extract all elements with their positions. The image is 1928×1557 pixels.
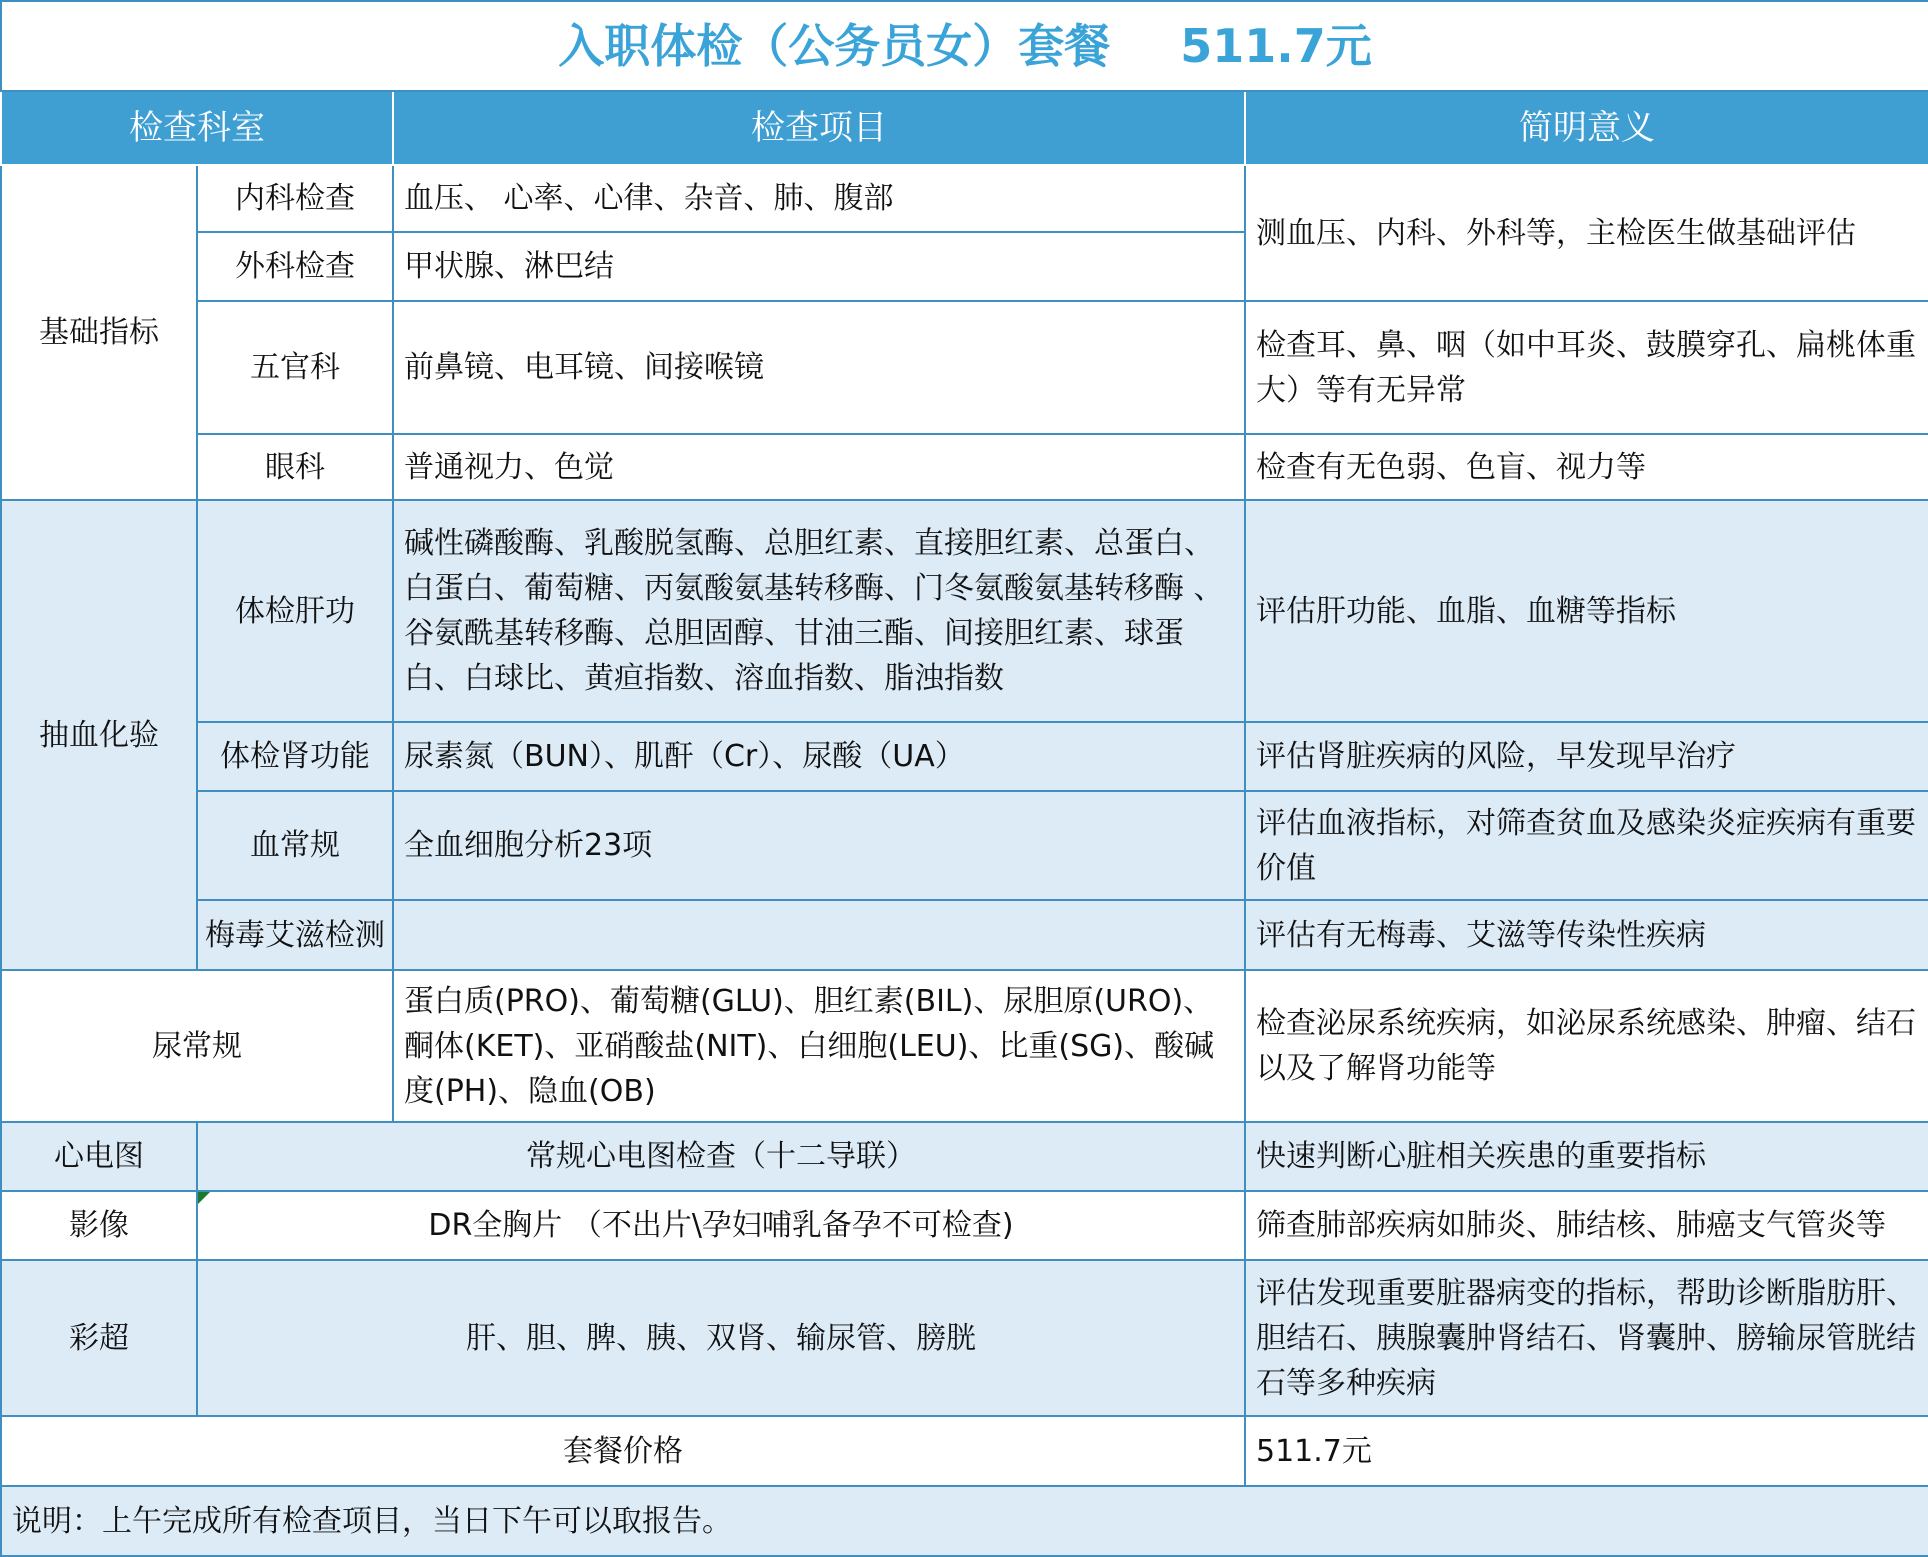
dept-cbc: 血常规 [197, 791, 393, 900]
table-row [1, 434, 1928, 500]
dept-surgery: 外科检查 [197, 232, 393, 301]
items-kidney: 尿素氮（BUN）、肌酐（Cr）、尿酸（UA） [393, 722, 1245, 791]
table-row [1, 165, 1928, 232]
items-internal: 血压、 心率、心律、杂音、肺、腹部 [393, 165, 1245, 232]
table-row [1, 500, 1928, 722]
table-row [1, 1191, 1928, 1260]
dept-kidney: 体检肾功能 [197, 722, 393, 791]
dept-eye: 眼科 [197, 434, 393, 500]
table-row [1, 900, 1928, 970]
items-ent: 前鼻镜、电耳镜、间接喉镜 [393, 301, 1245, 434]
group-ecg: 心电图 [1, 1122, 197, 1191]
items-surgery: 甲状腺、淋巴结 [393, 232, 1245, 301]
dept-ent: 五官科 [197, 301, 393, 434]
meaning-cbc: 评估血液指标，对筛查贫血及感染炎症疾病有重要价值 [1245, 791, 1928, 900]
group-imaging: 影像 [1, 1191, 197, 1260]
table-row [1, 1122, 1928, 1191]
group-ultrasound: 彩超 [1, 1260, 197, 1416]
items-cbc: 全血细胞分析23项 [393, 791, 1245, 900]
dept-syphilis: 梅毒艾滋检测 [197, 900, 393, 970]
dept-internal: 内科检查 [197, 165, 393, 232]
table-row [1, 722, 1928, 791]
header-meaning: 简明意义 [1245, 91, 1928, 165]
header-items: 检查项目 [393, 91, 1245, 165]
note-row [1, 1486, 1928, 1556]
table-row [1, 1260, 1928, 1416]
package-price-label: 套餐价格 [1, 1416, 1245, 1486]
meaning-urine: 检查泌尿系统疾病，如泌尿系统感染、肿瘤、结石以及了解肾功能等 [1245, 970, 1928, 1122]
meaning-kidney: 评估肾脏疾病的风险，早发现早治疗 [1245, 722, 1928, 791]
table-row [1, 970, 1928, 1122]
page-title [1, 1, 1928, 91]
table-row [1, 301, 1928, 434]
table-row [1, 791, 1928, 900]
group-basic: 基础指标 [1, 165, 197, 500]
meaning-liver: 评估肝功能、血脂、血糖等指标 [1245, 500, 1928, 722]
items-imaging: DR全胸片 （不出片\孕妇哺乳备孕不可检查) [197, 1191, 1245, 1260]
meaning-ultrasound: 评估发现重要脏器病变的指标，帮助诊断脂肪肝、胆结石、胰腺囊肿肾结石、肾囊肿、膀输尿管胱结石等多种疾病 [1245, 1260, 1928, 1416]
title-text: 入职体检（公务员女）套餐 [558, 18, 1111, 73]
group-blood: 抽血化验 [1, 500, 197, 970]
meaning-basic: 测血压、内科、外科等，主检医生做基础评估 [1245, 165, 1928, 301]
items-liver: 碱性磷酸酶、乳酸脱氢酶、总胆红素、直接胆红素、总蛋白、白蛋白、葡萄糖、丙氨酸氨基转移酶、门冬氨酸氨基转移酶 、谷氨酰基转移酶、总胆固醇、甘油三酯、间接胆红素、球蛋白、白球比、黄疸指数、溶血指数、脂浊指数 [393, 500, 1245, 722]
items-ultrasound: 肝、胆、脾、胰、双肾、输尿管、膀胱 [197, 1260, 1245, 1416]
items-eye: 普通视力、色觉 [393, 434, 1245, 500]
items-urine: 蛋白质(PRO)、葡萄糖(GLU)、胆红素(BIL)、尿胆原(URO)、酮体(KET)、亚硝酸盐(NIT)、白细胞(LEU)、比重(SG)、酸碱度(PH)、隐血(OB) [393, 970, 1245, 1122]
table-row [1, 1416, 1928, 1486]
items-syphilis [393, 900, 1245, 970]
package-price-value: 511.7元 [1245, 1416, 1928, 1486]
meaning-imaging: 筛查肺部疾病如肺炎、肺结核、肺癌支气管炎等 [1245, 1191, 1928, 1260]
meaning-ecg: 快速判断心脏相关疾患的重要指标 [1245, 1122, 1928, 1191]
group-urine: 尿常规 [1, 970, 393, 1122]
title-row [1, 1, 1928, 91]
title-price: 511.7元 [1180, 18, 1372, 73]
items-ecg: 常规心电图检查（十二导联） [197, 1122, 1245, 1191]
header-dept: 检查科室 [1, 91, 393, 165]
meaning-syphilis: 评估有无梅毒、艾滋等传染性疾病 [1245, 900, 1928, 970]
meaning-eye: 检查有无色弱、色盲、视力等 [1245, 434, 1928, 500]
meaning-ent: 检查耳、鼻、咽（如中耳炎、鼓膜穿孔、扁桃体重大）等有无异常 [1245, 301, 1928, 434]
dept-liver: 体检肝功 [197, 500, 393, 722]
note-text: 说明：上午完成所有检查项目，当日下午可以取报告。 [1, 1486, 1928, 1556]
header-row [1, 91, 1928, 165]
